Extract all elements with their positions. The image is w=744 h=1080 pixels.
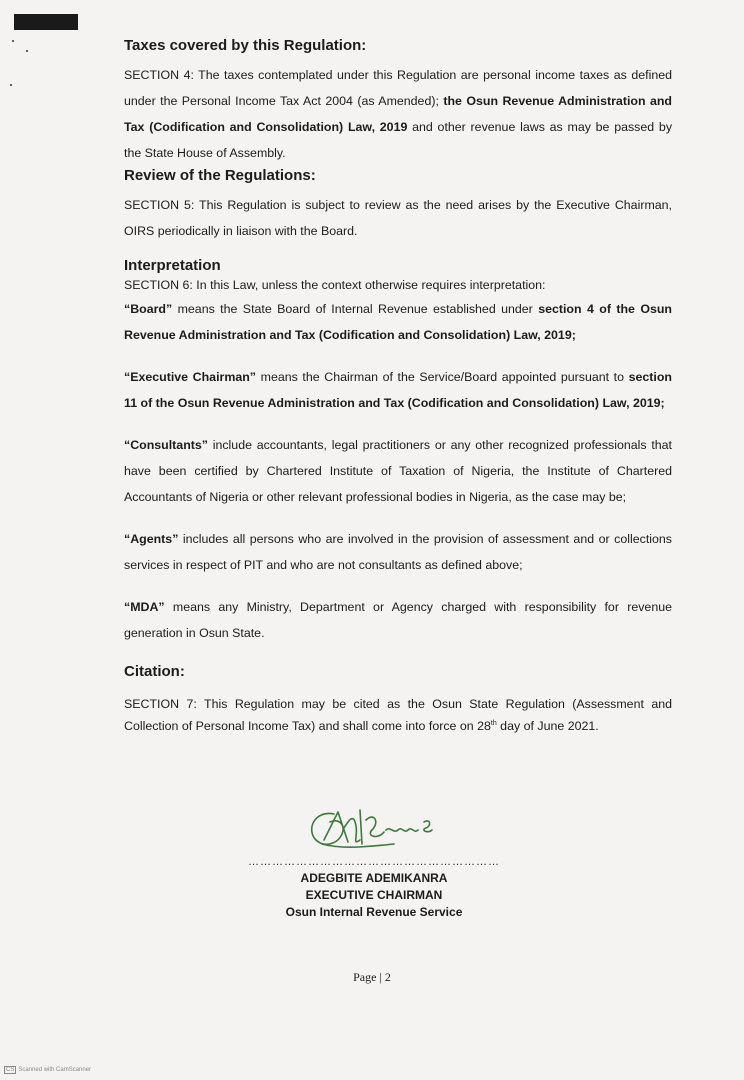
document-body: [124, 36, 672, 736]
definition-board-text: means the State Board of Internal Revenue established under: [172, 302, 539, 316]
signature-dotted-line: ………………………………………………………: [248, 856, 500, 868]
signature-block: [246, 800, 502, 921]
term-consultants: “Consultants”: [124, 438, 208, 452]
section-6-intro: SECTION 6: In this Law, unless the context otherwise requires interpretation:: [124, 278, 546, 292]
section-4-text: [124, 62, 672, 166]
scan-speck: [12, 40, 14, 42]
scan-speck: [10, 84, 12, 86]
commencement-year: 2021.: [564, 719, 599, 734]
section-4-law-ref: the Osun Revenue Administration and Tax (Codification and Consolidation) Law, 2019: [124, 94, 672, 134]
section-4-text-a: SECTION 4: The taxes contemplated under this Regulation are personal income taxes as defined under the Personal Income Tax Act 2004 (as Amended);: [124, 68, 672, 108]
signatory-title: EXECUTIVE CHAIRMAN: [305, 888, 443, 902]
commencement-day: 28: [477, 719, 491, 734]
definition-agents: [124, 526, 672, 578]
redaction-block: [14, 14, 78, 30]
definition-board-ref: section 4 of the Osun Revenue Administration and Tax (Codification and Consolidation) Law, 2019;: [124, 302, 672, 342]
definition-agents-text: includes all persons who are involved in the provision of assessment and or collections services in respect of PIT and who are not consultants as defined above;: [124, 532, 672, 572]
section-7-heading: Citation:: [124, 663, 185, 680]
term-board: “Board”: [124, 302, 173, 316]
definition-consultants: [124, 432, 672, 510]
section-7-text-a: SECTION 7: This Regulation may be cited as the Osun State Regulation (Assessment and Collection of Personal Income Tax) and shall come into force on: [124, 697, 672, 734]
definition-ec-ref: section 11 of the Osun Revenue Administration and Tax (Codification and Consolidation) Law, 2019;: [124, 370, 673, 410]
definition-board: [124, 296, 672, 348]
commencement-day-suffix: th: [490, 720, 497, 727]
term-executive-chairman: “Executive Chairman”: [124, 370, 257, 384]
term-mda: “MDA”: [124, 600, 165, 614]
scanner-watermark: [4, 1066, 91, 1074]
commencement-month: June: [537, 719, 565, 734]
signatory-organization: Osun Internal Revenue Service: [285, 905, 463, 919]
signatory-name: ADEGBITE ADEMIKANRA: [300, 871, 448, 885]
section-5-text: SECTION 5: This Regulation is subject to review as the need arises by the Executive Chairman, OIRS periodically in liaison with the Board.: [124, 198, 672, 238]
scan-speck: [26, 50, 28, 52]
handwritten-signature: [294, 800, 454, 858]
term-agents: “Agents”: [124, 532, 179, 546]
section-7-text: [124, 694, 672, 736]
definition-mda: [124, 594, 672, 646]
definition-executive-chairman: [124, 364, 672, 416]
section-4-text-c: and other revenue laws as may be passed by the State House of Assembly.: [124, 120, 673, 160]
definition-ec-text: means the Chairman of the Service/Board appointed pursuant to: [256, 370, 629, 384]
section-5-heading: Review of the Regulations:: [124, 167, 316, 184]
watermark-text: Scanned with CamScanner: [18, 1067, 92, 1073]
section-6-heading: Interpretation: [124, 257, 221, 274]
section-4-heading: Taxes covered by this Regulation:: [124, 37, 367, 54]
section-7-text-b: day of: [496, 719, 538, 734]
camscanner-icon: CS: [6, 1067, 15, 1073]
page-number: Page | 2: [353, 970, 391, 984]
definition-consultants-text: include accountants, legal practitioners or any other recognized professionals that have been certified by Chartered Institute of Taxation of Nigeria, the Institute of Chartered Accountants of Nigeria or other relevant professional bodies in Nigeria, as the case may be;: [124, 438, 672, 504]
definition-mda-text: means any Ministry, Department or Agency charged with responsibility for revenue generation in Osun State.: [124, 600, 672, 640]
